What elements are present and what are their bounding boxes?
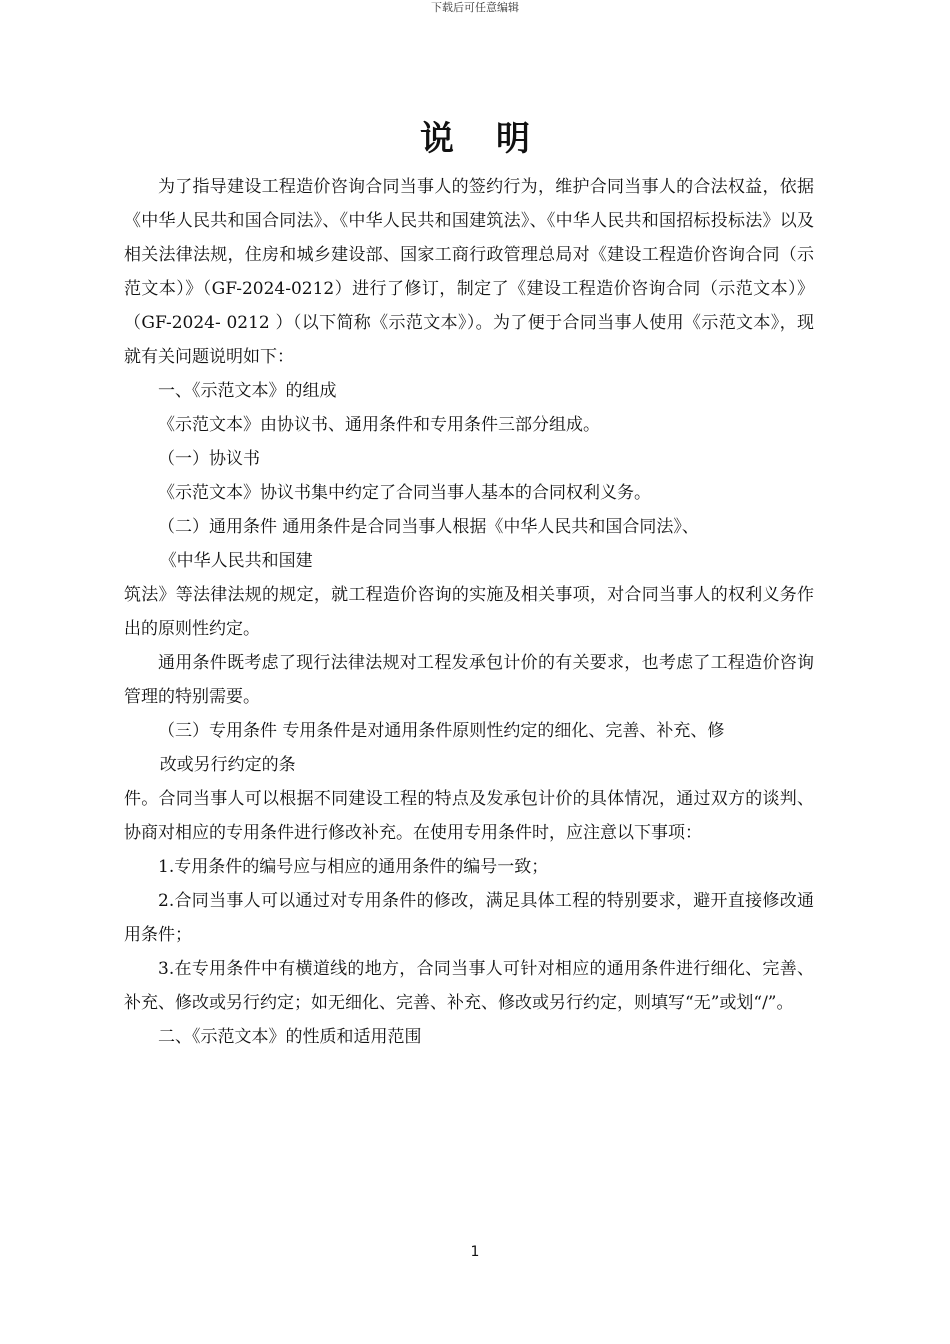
section-heading-nature-scope: 二、《示范文本》的性质和适用范围	[158, 1027, 422, 1047]
special-conditions-continuation: 件。合同当事人可以根据不同建设工程的特点及发承包计价的具体情况，通过双方的谈判、协商对相应的专用条件进行修改补充。在使用专用条件时，应注意以下事项：	[124, 789, 814, 843]
subsection-heading-agreement: （一）协议书	[158, 449, 260, 469]
composition-paragraph: 《示范文本》由协议书、通用条件和专用条件三部分组成。	[158, 415, 600, 435]
document-body	[124, 170, 814, 1054]
special-conditions-line1: （三）专用条件 专用条件是对通用条件原则性约定的细化、完善、补充、修	[158, 721, 725, 741]
general-conditions-paragraph2: 通用条件既考虑了现行法律法规对工程发承包计价的有关要求，也考虑了工程造价咨询管理的特别需要。	[124, 653, 814, 707]
list-item: 1.专用条件的编号应与相应的通用条件的编号一致；	[158, 857, 549, 877]
special-conditions-line2: 改或另行约定的条	[159, 755, 296, 775]
general-conditions-line1: （二）通用条件 通用条件是合同当事人根据《中华人民共和国合同法》、	[158, 517, 699, 537]
agreement-paragraph: 《示范文本》协议书集中约定了合同当事人基本的合同权利义务。	[158, 483, 651, 503]
list-item: 3.在专用条件中有横道线的地方，合同当事人可针对相应的通用条件进行细化、完善、补充、修改或另行约定；如无细化、完善、补充、修改或另行约定，则填写“无”或划“/”。	[124, 959, 814, 1013]
general-conditions-continuation: 筑法》等法律法规的规定，就工程造价咨询的实施及相关事项，对合同当事人的权利义务作出的原则性约定。	[124, 585, 814, 639]
section-heading-composition: 一、《示范文本》的组成	[158, 381, 337, 401]
page-number: 1	[470, 1244, 480, 1260]
intro-paragraph: 为了指导建设工程造价咨询合同当事人的签约行为，维护合同当事人的合法权益，依据《中华人民共和国合同法》、《中华人民共和国建筑法》、《中华人民共和国招标投标法》以及相关法律法规，住房和城乡建设部、国家工商行政管理总局对《建设工程造价咨询合同（示范文本）》（GF-2024-0212）进行了修订，制定了《建设工程造价咨询合同（示范文本）》（GF-2024- 0212 ）（以下简称《示范文本》）。为了便于合同当事人使用《示范文本》，现就有关问题说明如下：	[124, 177, 814, 367]
document-title: 说明	[420, 119, 572, 159]
general-conditions-line2: 《中华人民共和国建	[159, 551, 313, 571]
list-item: 2.合同当事人可以通过对专用条件的修改，满足具体工程的特别要求，避开直接修改通用条件；	[124, 891, 814, 945]
page-header-note: 下载后可任意编辑	[431, 1, 519, 14]
